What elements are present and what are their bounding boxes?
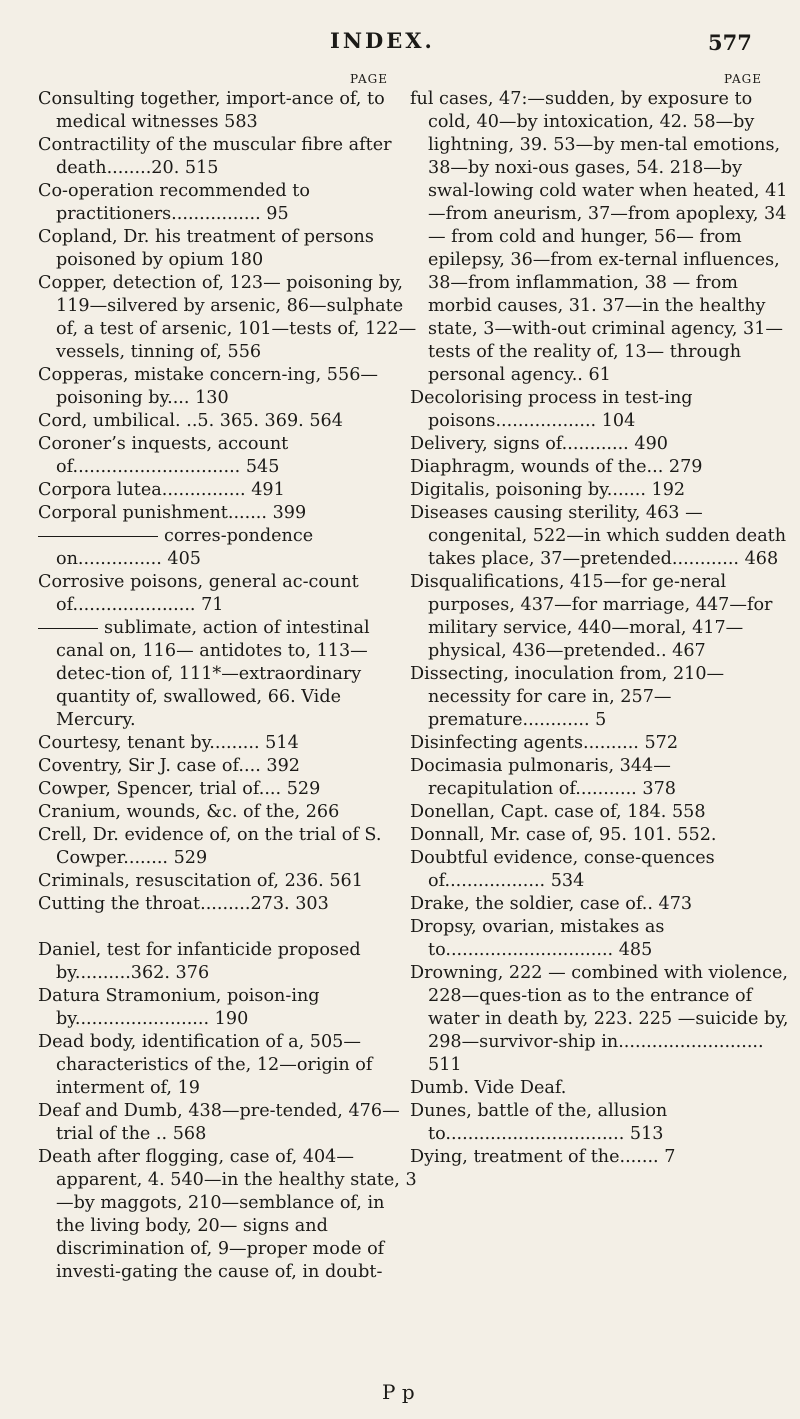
index-entry: Digitalis, poisoning by....... 192 [410, 480, 686, 500]
index-entry: Diseases causing sterility, 463 —congenital, 522—in which sudden death takes place, 37—pretended............ 468 [410, 503, 787, 569]
index-entry: Death after flogging, case of, 404—apparent, 4. 540—in the healthy state, 3—by maggots, 210—semblance of, in the living body, 20— signs and discrimination of, 9—proper mode of investi-gating the cause of, in doubt- [38, 1147, 417, 1282]
page-label-left: PAGE [350, 72, 388, 86]
index-entry: Drowning, 222 — combined with violence, 228—ques-tion as to the entrance of water in death by, 223. 225 —suicide by, 298—survivor-ship in.......................... 511 [410, 963, 789, 1075]
index-entry: Disinfecting agents.......... 572 [410, 733, 679, 753]
index-entry [38, 617, 418, 732]
index-entry: Dunes, battle of the, allusion to................................ 513 [410, 1101, 668, 1144]
index-entry: Donnall, Mr. case of, 95. 101. 552. [410, 825, 717, 845]
index-entry: Cranium, wounds, &c. of the, 266 [38, 802, 340, 822]
index-entry: Corpora lutea............... 491 [38, 480, 285, 500]
right-column [410, 88, 790, 1169]
index-entry: Coroner’s inquests, account of.............................. 545 [38, 434, 289, 477]
index-entry: Disqualifications, 415—for ge-neral purposes, 437—for marriage, 447—for military service, 440—moral, 417— physical, 436—pretended.. 467 [410, 572, 773, 661]
index-entry: Dead body, identification of a, 505—characteristics of the, 12—origin of interment of, 19 [38, 1032, 373, 1098]
index-entry: Dying, treatment of the....... 7 [410, 1147, 676, 1167]
index-entry: Dumb. Vide Deaf. [410, 1078, 567, 1098]
index-entry: Copperas, mistake concern-ing, 556—poisoning by.... 130 [38, 365, 378, 408]
index-entry: Deaf and Dumb, 438—pre-tended, 476—trial of the .. 568 [38, 1101, 400, 1144]
index-entry: Crell, Dr. evidence of, on the trial of S. Cowper........ 529 [38, 825, 382, 868]
section-gap [38, 916, 418, 939]
signature-mark: P p [382, 1380, 415, 1404]
page-title: INDEX. [330, 28, 435, 53]
index-entry: Copland, Dr. his treatment of persons poisoned by opium 180 [38, 227, 374, 270]
ditto-rule [38, 536, 158, 537]
index-entry: Corporal punishment....... 399 [38, 503, 307, 523]
index-entry: Docimasia pulmonaris, 344— recapitulation of........... 378 [410, 756, 676, 799]
index-entry: Criminals, resuscitation of, 236. 561 [38, 871, 363, 891]
index-entry [38, 525, 418, 571]
index-entry: Cowper, Spencer, trial of.... 529 [38, 779, 321, 799]
page-label-right: PAGE [724, 72, 762, 86]
page-number: 577 [708, 30, 752, 55]
index-entry: Dropsy, ovarian, mistakes as to.............................. 485 [410, 917, 665, 960]
index-entry: Decolorising process in test-ing poisons.................. 104 [410, 388, 693, 431]
index-entry: Copper, detection of, 123— poisoning by, 119—silvered by arsenic, 86—sulphate of, a test of arsenic, 101—tests of, 122—vessels, tinning of, 556 [38, 273, 417, 362]
index-entry: Cutting the throat.........273. 303 [38, 894, 329, 914]
index-entry: Daniel, test for infanticide proposed by..........362. 376 [38, 940, 361, 983]
index-entry: ful cases, 47:—sudden, by exposure to cold, 40—by intoxication, 42. 58—by lightning, 39. 53—by men-tal emotions, 38—by noxi-ous gases, 54. 218—by swal-lowing cold water when heated, 41—from aneurism, 37—from apoplexy, 34— from cold and hunger, 56— from epilepsy, 36—from ex-ternal influences, 38—from inflammation, 38 — from morbid causes, 31. 37—in the healthy state, 3—with-out criminal agency, 31— tests of the reality of, 13— through personal agency.. 61 [410, 89, 788, 385]
index-entry: Cord, umbilical. ..5. 365. 369. 564 [38, 411, 343, 431]
index-entry: Drake, the soldier, case of.. 473 [410, 894, 693, 914]
index-entry: Datura Stramonium, poison-ing by........................ 190 [38, 986, 320, 1029]
index-entry: Corrosive poisons, general ac-count of...................... 71 [38, 572, 359, 615]
index-entry: Contractility of the muscular fibre after death........20. 515 [38, 135, 392, 178]
left-column [38, 88, 418, 1284]
index-entry-text: corres-pondence on............... 405 [56, 526, 314, 569]
ditto-rule [38, 628, 98, 629]
index-entry: Delivery, signs of............ 490 [410, 434, 668, 454]
index-entry: Donellan, Capt. case of, 184. 558 [410, 802, 706, 822]
index-entry: Dissecting, inoculation from, 210—necessity for care in, 257—premature............ 5 [410, 664, 725, 730]
index-entry: Diaphragm, wounds of the... 279 [410, 457, 703, 477]
index-entry-text: sublimate, action of intestinal canal on, 116— antidotes to, 113—detec-tion of, 111*—extraordinary quantity of, swallowed, 66. Vide Mercury. [56, 618, 370, 730]
index-entry: Courtesy, tenant by......... 514 [38, 733, 299, 753]
index-entry: Doubtful evidence, conse-quences of.................. 534 [410, 848, 715, 891]
index-entry: Consulting together, import-ance of, to medical witnesses 583 [38, 89, 385, 132]
index-entry: Coventry, Sir J. case of.... 392 [38, 756, 300, 776]
index-entry: Co-operation recommended to practitioners................ 95 [38, 181, 310, 224]
